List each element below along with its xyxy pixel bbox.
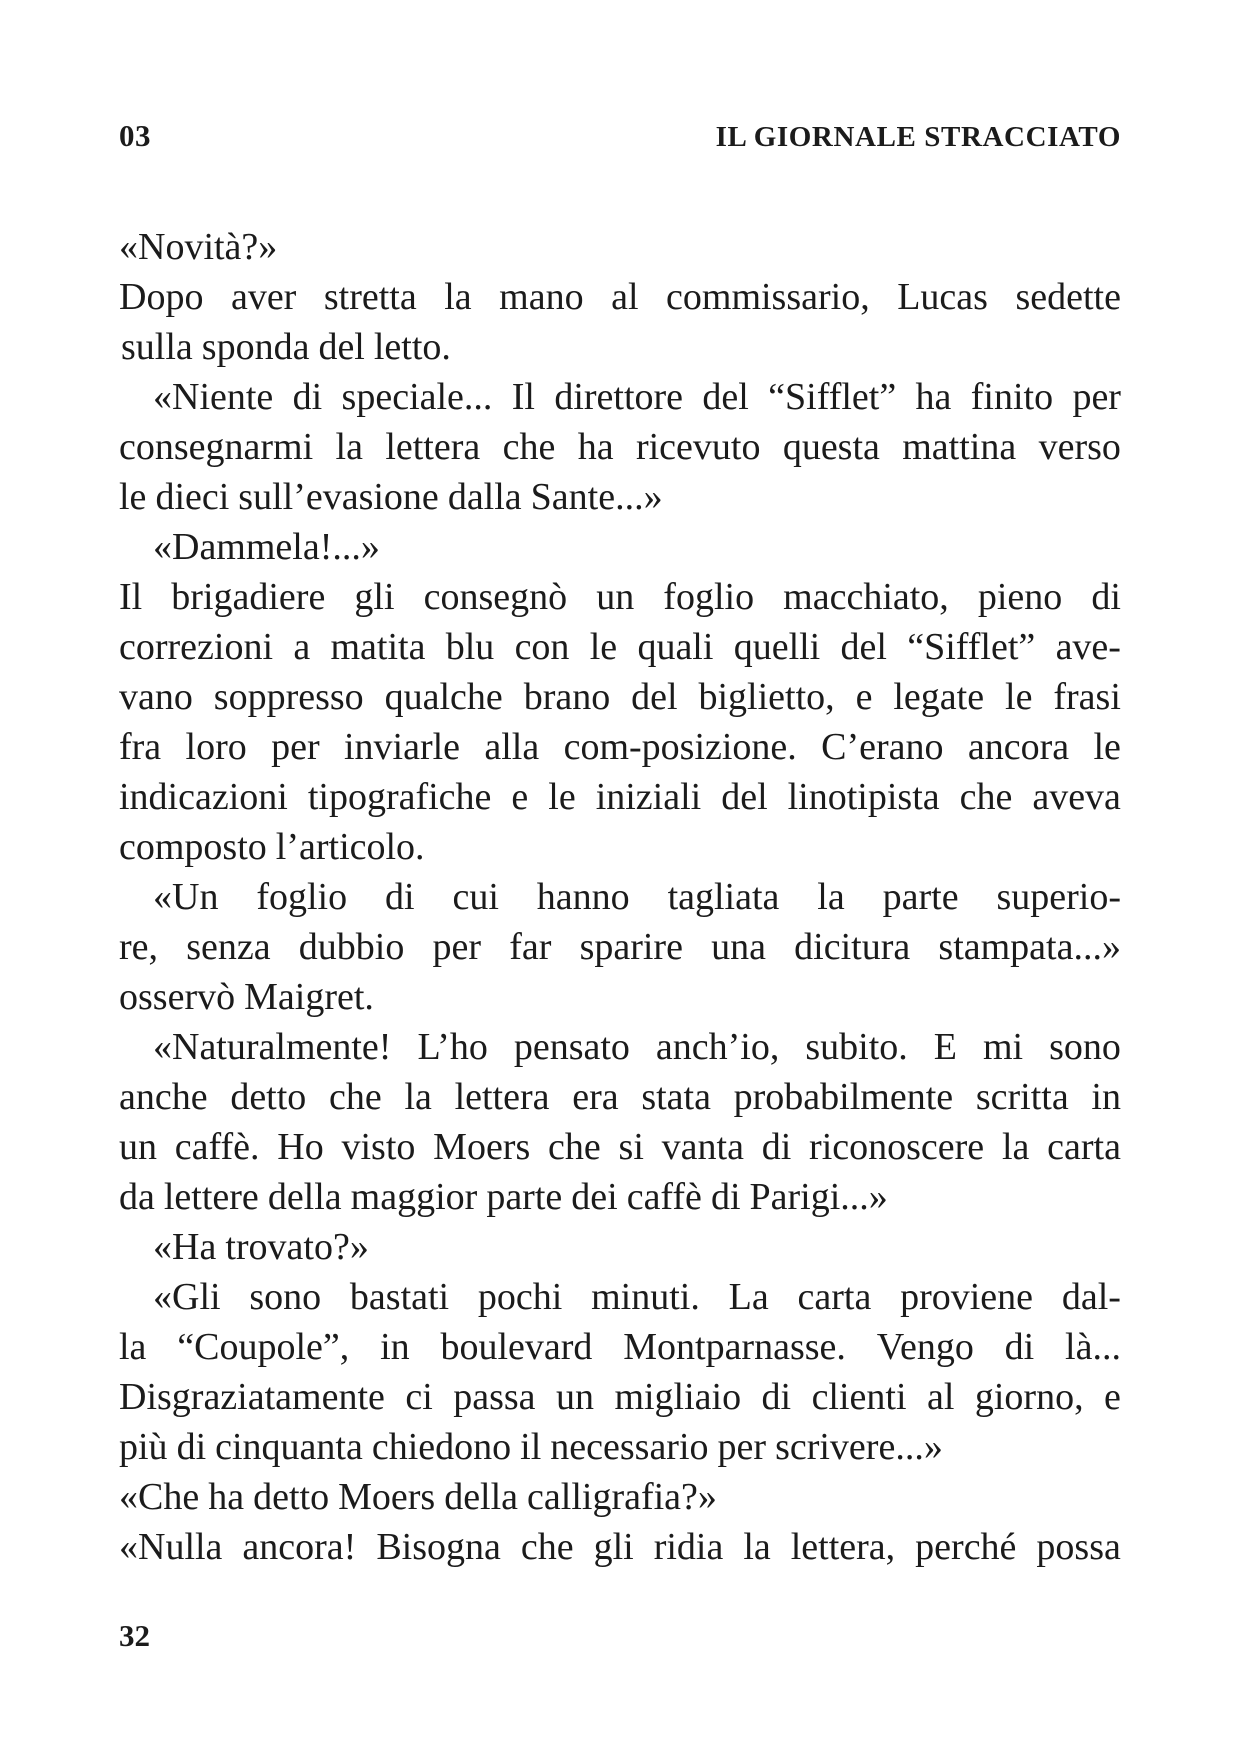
text-line: anche detto che la lettera era stata probabilmente scritta in bbox=[119, 1076, 1121, 1118]
text-line: Dopo aver stretta la mano al commissario, Lucas sedette bbox=[119, 276, 1121, 318]
text-line: vano soppresso qualche brano del biglietto, e legate le frasi bbox=[119, 676, 1121, 718]
text-line: «Un foglio di cui hanno tagliata la parte superio- bbox=[153, 876, 1121, 918]
chapter-number: 03 bbox=[119, 118, 151, 153]
text-line: indicazioni tipografiche e le iniziali del linotipista che aveva bbox=[119, 776, 1121, 818]
text-line: «Dammela!...» bbox=[153, 526, 380, 568]
text-line: più di cinquanta chiedono il necessario per scrivere...» bbox=[119, 1426, 943, 1468]
text-line: sulla sponda del letto. bbox=[121, 326, 451, 368]
body-text bbox=[119, 222, 1121, 1572]
text-line: «Niente di speciale... Il direttore del “Sifflet” ha finito per bbox=[153, 376, 1121, 418]
text-line: re, senza dubbio per far sparire una dicitura stampata...» bbox=[119, 926, 1121, 968]
text-line: «Ha trovato?» bbox=[153, 1226, 369, 1268]
text-line: «Naturalmente! L’ho pensato anch’io, subito. E mi sono bbox=[153, 1026, 1121, 1068]
text-line: un caffè. Ho visto Moers che si vanta di riconoscere la carta bbox=[119, 1126, 1121, 1168]
text-line: Il brigadiere gli consegnò un foglio macchiato, pieno di bbox=[119, 576, 1121, 618]
text-line: fra loro per inviarle alla com-posizione. C’erano ancora le bbox=[119, 726, 1121, 768]
text-line: «Nulla ancora! Bisogna che gli ridia la lettera, perché possa bbox=[119, 1526, 1121, 1568]
text-line: osservò Maigret. bbox=[119, 976, 374, 1018]
text-line: «Che ha detto Moers della calligrafia?» bbox=[119, 1476, 717, 1518]
text-line: Disgraziatamente ci passa un migliaio di clienti al giorno, e bbox=[119, 1376, 1121, 1418]
text-line: la “Coupole”, in boulevard Montparnasse. Vengo di là... bbox=[119, 1326, 1121, 1368]
text-line: consegnarmi la lettera che ha ricevuto questa mattina verso bbox=[119, 426, 1121, 468]
chapter-title: IL GIORNALE STRACCIATO bbox=[715, 121, 1121, 153]
text-line: le dieci sull’evasione dalla Sante...» bbox=[119, 476, 663, 518]
page-number: 32 bbox=[119, 1618, 150, 1653]
running-head bbox=[119, 118, 1121, 154]
text-line: «Novità?» bbox=[119, 226, 278, 268]
text-line: da lettere della maggior parte dei caffè di Parigi...» bbox=[119, 1176, 888, 1218]
text-line: «Gli sono bastati pochi minuti. La carta proviene dal- bbox=[153, 1276, 1121, 1318]
text-line: correzioni a matita blu con le quali quelli del “Sifflet” ave- bbox=[119, 626, 1121, 668]
text-line: composto l’articolo. bbox=[119, 826, 425, 868]
